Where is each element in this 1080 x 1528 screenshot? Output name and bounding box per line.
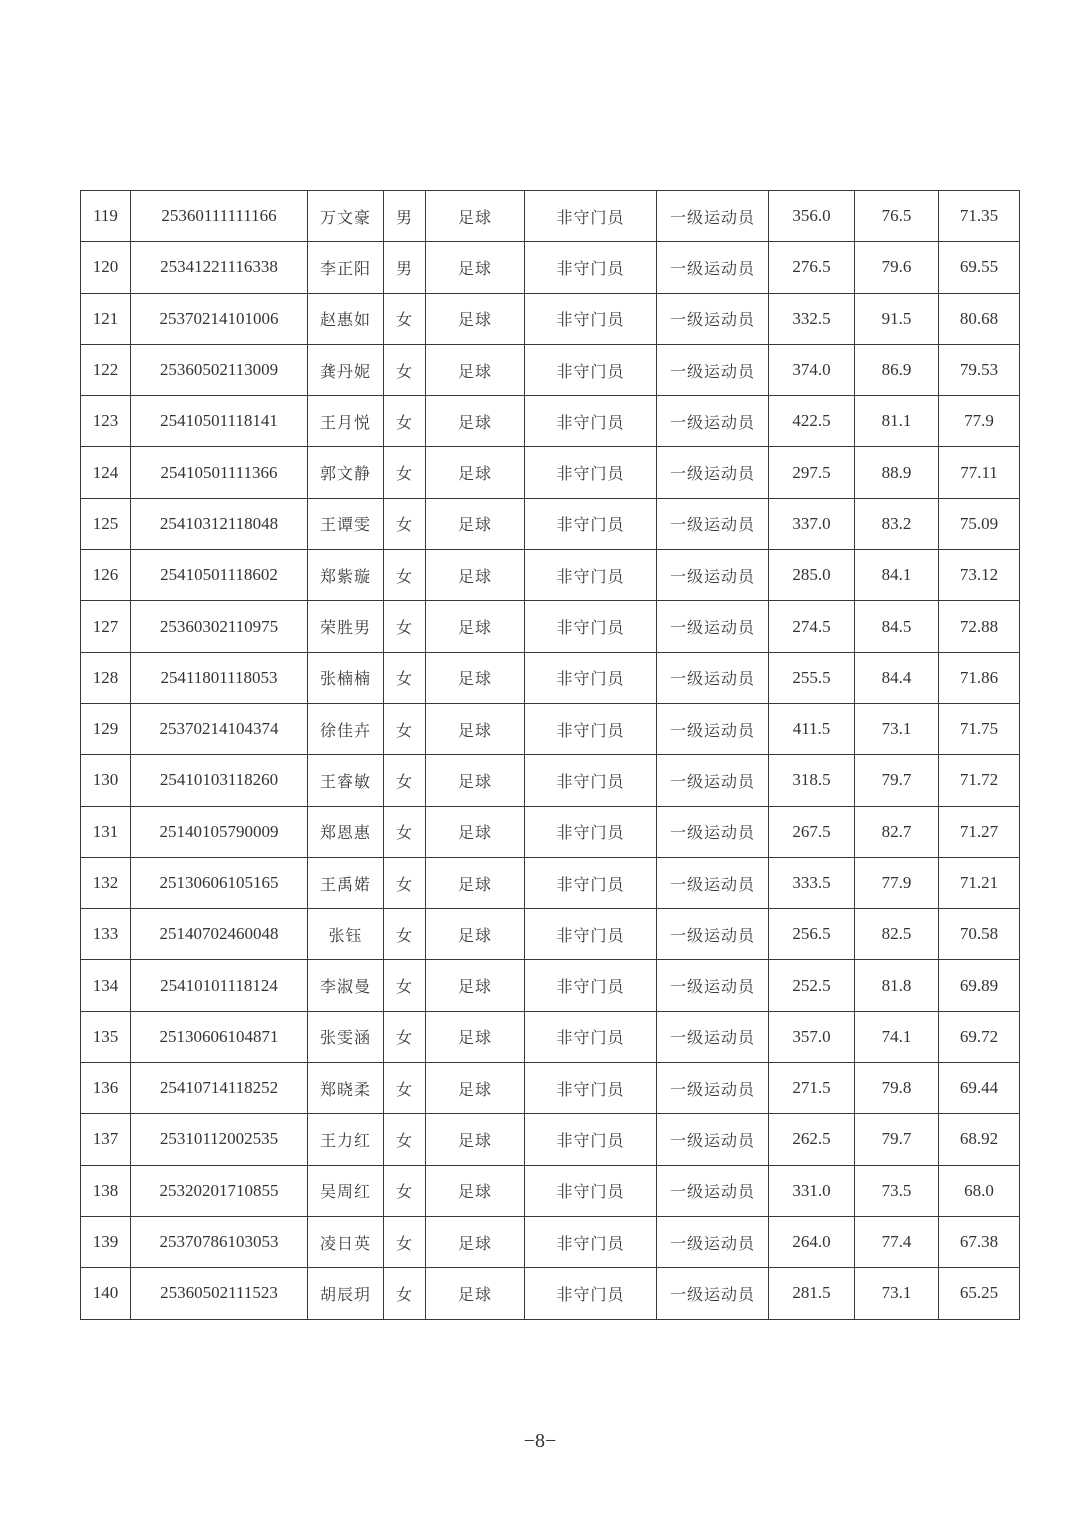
cell-name: 李正阳 <box>308 242 384 293</box>
table-row <box>81 1011 1020 1062</box>
cell-total: 69.89 <box>939 960 1020 1011</box>
cell-gender: 女 <box>384 498 426 549</box>
cell-exam-id: 25130606105165 <box>131 857 308 908</box>
cell-row-number: 126 <box>81 550 131 601</box>
cell-sport: 足球 <box>426 703 525 754</box>
cell-sport: 足球 <box>426 1216 525 1267</box>
cell-total: 68.92 <box>939 1114 1020 1165</box>
results-table-body <box>81 191 1020 1320</box>
cell-gender: 女 <box>384 652 426 703</box>
cell-total: 65.25 <box>939 1268 1020 1319</box>
cell-athlete-level: 一级运动员 <box>657 1114 769 1165</box>
cell-score-b: 86.9 <box>855 344 939 395</box>
cell-position: 非守门员 <box>525 1268 657 1319</box>
cell-name: 李淑曼 <box>308 960 384 1011</box>
cell-athlete-level: 一级运动员 <box>657 293 769 344</box>
cell-score-a: 374.0 <box>769 344 855 395</box>
cell-name: 吴周红 <box>308 1165 384 1216</box>
cell-athlete-level: 一级运动员 <box>657 857 769 908</box>
cell-score-a: 281.5 <box>769 1268 855 1319</box>
cell-gender: 男 <box>384 242 426 293</box>
cell-exam-id: 25410103118260 <box>131 755 308 806</box>
table-row <box>81 703 1020 754</box>
cell-name: 徐佳卉 <box>308 703 384 754</box>
cell-exam-id: 25370214101006 <box>131 293 308 344</box>
cell-score-b: 88.9 <box>855 447 939 498</box>
table-row <box>81 1063 1020 1114</box>
cell-position: 非守门员 <box>525 1165 657 1216</box>
cell-row-number: 132 <box>81 857 131 908</box>
cell-score-a: 318.5 <box>769 755 855 806</box>
cell-name: 王禹婼 <box>308 857 384 908</box>
table-row <box>81 550 1020 601</box>
cell-score-b: 79.7 <box>855 755 939 806</box>
cell-sport: 足球 <box>426 857 525 908</box>
cell-row-number: 129 <box>81 703 131 754</box>
cell-gender: 女 <box>384 755 426 806</box>
cell-exam-id: 25370786103053 <box>131 1216 308 1267</box>
cell-name: 张楠楠 <box>308 652 384 703</box>
cell-exam-id: 25130606104871 <box>131 1011 308 1062</box>
cell-sport: 足球 <box>426 652 525 703</box>
cell-score-a: 337.0 <box>769 498 855 549</box>
cell-position: 非守门员 <box>525 242 657 293</box>
cell-athlete-level: 一级运动员 <box>657 550 769 601</box>
cell-gender: 女 <box>384 909 426 960</box>
cell-sport: 足球 <box>426 191 525 242</box>
cell-exam-id: 25320201710855 <box>131 1165 308 1216</box>
table-row <box>81 293 1020 344</box>
cell-position: 非守门员 <box>525 857 657 908</box>
cell-total: 72.88 <box>939 601 1020 652</box>
cell-score-a: 255.5 <box>769 652 855 703</box>
cell-name: 郑紫璇 <box>308 550 384 601</box>
cell-total: 71.21 <box>939 857 1020 908</box>
cell-position: 非守门员 <box>525 601 657 652</box>
cell-score-a: 267.5 <box>769 806 855 857</box>
table-row <box>81 191 1020 242</box>
cell-exam-id: 25410501118141 <box>131 396 308 447</box>
results-table <box>80 190 1020 1320</box>
cell-gender: 女 <box>384 1165 426 1216</box>
cell-row-number: 138 <box>81 1165 131 1216</box>
cell-gender: 女 <box>384 396 426 447</box>
cell-total: 71.75 <box>939 703 1020 754</box>
cell-position: 非守门员 <box>525 1114 657 1165</box>
table-row <box>81 447 1020 498</box>
cell-score-a: 357.0 <box>769 1011 855 1062</box>
cell-position: 非守门员 <box>525 498 657 549</box>
table-row <box>81 1216 1020 1267</box>
cell-score-b: 81.8 <box>855 960 939 1011</box>
cell-exam-id: 25410501118602 <box>131 550 308 601</box>
cell-sport: 足球 <box>426 344 525 395</box>
cell-sport: 足球 <box>426 909 525 960</box>
cell-row-number: 124 <box>81 447 131 498</box>
cell-total: 71.27 <box>939 806 1020 857</box>
table-row <box>81 601 1020 652</box>
cell-score-b: 76.5 <box>855 191 939 242</box>
cell-score-b: 74.1 <box>855 1011 939 1062</box>
cell-row-number: 140 <box>81 1268 131 1319</box>
cell-position: 非守门员 <box>525 806 657 857</box>
cell-row-number: 125 <box>81 498 131 549</box>
cell-athlete-level: 一级运动员 <box>657 447 769 498</box>
cell-gender: 男 <box>384 191 426 242</box>
cell-gender: 女 <box>384 857 426 908</box>
cell-name: 王谭雯 <box>308 498 384 549</box>
cell-row-number: 120 <box>81 242 131 293</box>
cell-score-b: 79.6 <box>855 242 939 293</box>
cell-name: 郭文静 <box>308 447 384 498</box>
cell-position: 非守门员 <box>525 652 657 703</box>
cell-name: 万文豪 <box>308 191 384 242</box>
cell-gender: 女 <box>384 1063 426 1114</box>
cell-sport: 足球 <box>426 960 525 1011</box>
cell-exam-id: 25140105790009 <box>131 806 308 857</box>
page-number: −8− <box>523 1430 557 1452</box>
cell-name: 凌日英 <box>308 1216 384 1267</box>
cell-score-a: 331.0 <box>769 1165 855 1216</box>
cell-row-number: 130 <box>81 755 131 806</box>
table-row <box>81 857 1020 908</box>
cell-exam-id: 25370214104374 <box>131 703 308 754</box>
cell-sport: 足球 <box>426 1063 525 1114</box>
cell-gender: 女 <box>384 447 426 498</box>
cell-gender: 女 <box>384 344 426 395</box>
cell-score-b: 82.7 <box>855 806 939 857</box>
cell-sport: 足球 <box>426 806 525 857</box>
cell-score-b: 79.8 <box>855 1063 939 1114</box>
cell-athlete-level: 一级运动员 <box>657 191 769 242</box>
cell-gender: 女 <box>384 1011 426 1062</box>
cell-gender: 女 <box>384 601 426 652</box>
cell-row-number: 121 <box>81 293 131 344</box>
cell-name: 龚丹妮 <box>308 344 384 395</box>
cell-position: 非守门员 <box>525 909 657 960</box>
cell-row-number: 134 <box>81 960 131 1011</box>
cell-total: 77.9 <box>939 396 1020 447</box>
cell-position: 非守门员 <box>525 396 657 447</box>
cell-score-b: 79.7 <box>855 1114 939 1165</box>
cell-score-a: 274.5 <box>769 601 855 652</box>
cell-position: 非守门员 <box>525 344 657 395</box>
cell-gender: 女 <box>384 703 426 754</box>
cell-position: 非守门员 <box>525 703 657 754</box>
cell-score-a: 333.5 <box>769 857 855 908</box>
cell-total: 69.44 <box>939 1063 1020 1114</box>
table-row <box>81 909 1020 960</box>
cell-position: 非守门员 <box>525 550 657 601</box>
cell-total: 70.58 <box>939 909 1020 960</box>
cell-exam-id: 25410501111366 <box>131 447 308 498</box>
cell-score-a: 285.0 <box>769 550 855 601</box>
cell-gender: 女 <box>384 550 426 601</box>
cell-sport: 足球 <box>426 755 525 806</box>
cell-sport: 足球 <box>426 293 525 344</box>
cell-position: 非守门员 <box>525 1011 657 1062</box>
cell-row-number: 133 <box>81 909 131 960</box>
cell-sport: 足球 <box>426 447 525 498</box>
cell-athlete-level: 一级运动员 <box>657 396 769 447</box>
cell-position: 非守门员 <box>525 960 657 1011</box>
cell-score-b: 84.5 <box>855 601 939 652</box>
cell-name: 郑恩惠 <box>308 806 384 857</box>
cell-score-b: 91.5 <box>855 293 939 344</box>
cell-total: 69.72 <box>939 1011 1020 1062</box>
table-row <box>81 344 1020 395</box>
cell-score-b: 77.9 <box>855 857 939 908</box>
cell-score-b: 84.1 <box>855 550 939 601</box>
cell-athlete-level: 一级运动员 <box>657 806 769 857</box>
cell-score-b: 84.4 <box>855 652 939 703</box>
cell-score-b: 73.1 <box>855 1268 939 1319</box>
cell-gender: 女 <box>384 293 426 344</box>
cell-athlete-level: 一级运动员 <box>657 242 769 293</box>
cell-position: 非守门员 <box>525 191 657 242</box>
cell-score-b: 83.2 <box>855 498 939 549</box>
cell-score-a: 411.5 <box>769 703 855 754</box>
cell-athlete-level: 一级运动员 <box>657 1268 769 1319</box>
cell-athlete-level: 一级运动员 <box>657 960 769 1011</box>
cell-name: 王睿敏 <box>308 755 384 806</box>
table-row <box>81 498 1020 549</box>
cell-sport: 足球 <box>426 1114 525 1165</box>
cell-row-number: 136 <box>81 1063 131 1114</box>
cell-total: 80.68 <box>939 293 1020 344</box>
cell-row-number: 139 <box>81 1216 131 1267</box>
cell-score-b: 77.4 <box>855 1216 939 1267</box>
cell-row-number: 127 <box>81 601 131 652</box>
cell-exam-id: 25360302110975 <box>131 601 308 652</box>
cell-sport: 足球 <box>426 1268 525 1319</box>
cell-position: 非守门员 <box>525 447 657 498</box>
table-row <box>81 652 1020 703</box>
cell-score-a: 356.0 <box>769 191 855 242</box>
cell-athlete-level: 一级运动员 <box>657 1165 769 1216</box>
cell-sport: 足球 <box>426 242 525 293</box>
cell-score-a: 264.0 <box>769 1216 855 1267</box>
cell-score-b: 73.1 <box>855 703 939 754</box>
cell-exam-id: 25410101118124 <box>131 960 308 1011</box>
cell-score-b: 82.5 <box>855 909 939 960</box>
cell-gender: 女 <box>384 806 426 857</box>
table-row <box>81 960 1020 1011</box>
cell-position: 非守门员 <box>525 293 657 344</box>
table-row <box>81 1114 1020 1165</box>
cell-row-number: 119 <box>81 191 131 242</box>
cell-score-a: 252.5 <box>769 960 855 1011</box>
cell-score-b: 81.1 <box>855 396 939 447</box>
cell-exam-id: 25411801118053 <box>131 652 308 703</box>
cell-exam-id: 25360502111523 <box>131 1268 308 1319</box>
cell-sport: 足球 <box>426 1011 525 1062</box>
cell-score-a: 422.5 <box>769 396 855 447</box>
cell-name: 赵惠如 <box>308 293 384 344</box>
cell-total: 67.38 <box>939 1216 1020 1267</box>
cell-row-number: 122 <box>81 344 131 395</box>
cell-gender: 女 <box>384 1268 426 1319</box>
cell-gender: 女 <box>384 1114 426 1165</box>
cell-position: 非守门员 <box>525 1216 657 1267</box>
cell-name: 张钰 <box>308 909 384 960</box>
cell-name: 王力红 <box>308 1114 384 1165</box>
cell-total: 68.0 <box>939 1165 1020 1216</box>
cell-sport: 足球 <box>426 550 525 601</box>
cell-total: 79.53 <box>939 344 1020 395</box>
cell-name: 荣胜男 <box>308 601 384 652</box>
cell-name: 胡辰玥 <box>308 1268 384 1319</box>
cell-name: 张雯涵 <box>308 1011 384 1062</box>
cell-exam-id: 25360111111166 <box>131 191 308 242</box>
cell-score-b: 73.5 <box>855 1165 939 1216</box>
cell-sport: 足球 <box>426 601 525 652</box>
cell-name: 郑晓柔 <box>308 1063 384 1114</box>
cell-exam-id: 25310112002535 <box>131 1114 308 1165</box>
cell-exam-id: 25360502113009 <box>131 344 308 395</box>
cell-athlete-level: 一级运动员 <box>657 601 769 652</box>
cell-position: 非守门员 <box>525 1063 657 1114</box>
cell-athlete-level: 一级运动员 <box>657 498 769 549</box>
cell-athlete-level: 一级运动员 <box>657 1011 769 1062</box>
cell-athlete-level: 一级运动员 <box>657 652 769 703</box>
cell-score-a: 262.5 <box>769 1114 855 1165</box>
cell-gender: 女 <box>384 960 426 1011</box>
cell-exam-id: 25410312118048 <box>131 498 308 549</box>
cell-position: 非守门员 <box>525 755 657 806</box>
table-row <box>81 755 1020 806</box>
cell-score-a: 297.5 <box>769 447 855 498</box>
table-row <box>81 806 1020 857</box>
cell-total: 73.12 <box>939 550 1020 601</box>
cell-score-a: 276.5 <box>769 242 855 293</box>
cell-total: 77.11 <box>939 447 1020 498</box>
cell-exam-id: 25341221116338 <box>131 242 308 293</box>
cell-athlete-level: 一级运动员 <box>657 1216 769 1267</box>
cell-sport: 足球 <box>426 1165 525 1216</box>
cell-total: 69.55 <box>939 242 1020 293</box>
cell-row-number: 137 <box>81 1114 131 1165</box>
cell-gender: 女 <box>384 1216 426 1267</box>
cell-row-number: 135 <box>81 1011 131 1062</box>
cell-row-number: 123 <box>81 396 131 447</box>
table-row <box>81 1268 1020 1319</box>
cell-score-a: 332.5 <box>769 293 855 344</box>
cell-athlete-level: 一级运动员 <box>657 909 769 960</box>
cell-total: 75.09 <box>939 498 1020 549</box>
cell-total: 71.35 <box>939 191 1020 242</box>
cell-score-a: 271.5 <box>769 1063 855 1114</box>
cell-sport: 足球 <box>426 498 525 549</box>
cell-exam-id: 25140702460048 <box>131 909 308 960</box>
cell-score-a: 256.5 <box>769 909 855 960</box>
cell-exam-id: 25410714118252 <box>131 1063 308 1114</box>
cell-athlete-level: 一级运动员 <box>657 755 769 806</box>
cell-row-number: 131 <box>81 806 131 857</box>
cell-total: 71.72 <box>939 755 1020 806</box>
table-row <box>81 1165 1020 1216</box>
cell-sport: 足球 <box>426 396 525 447</box>
table-row <box>81 242 1020 293</box>
cell-name: 王月悦 <box>308 396 384 447</box>
cell-athlete-level: 一级运动员 <box>657 1063 769 1114</box>
table-row <box>81 396 1020 447</box>
cell-athlete-level: 一级运动员 <box>657 344 769 395</box>
cell-athlete-level: 一级运动员 <box>657 703 769 754</box>
cell-total: 71.86 <box>939 652 1020 703</box>
cell-row-number: 128 <box>81 652 131 703</box>
